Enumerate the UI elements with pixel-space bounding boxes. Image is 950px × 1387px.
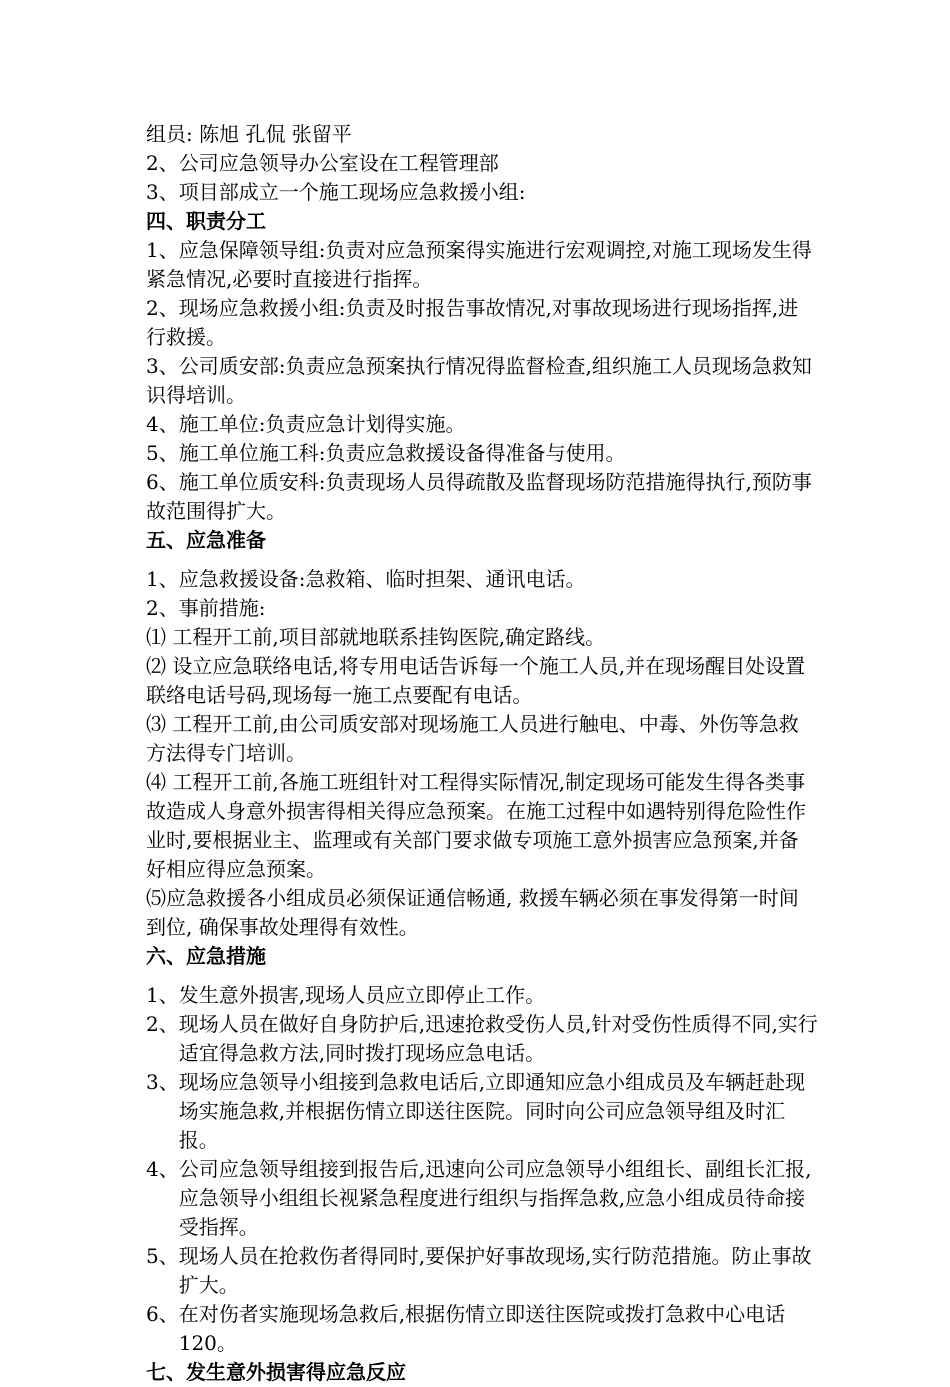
paragraph: ⑶ 工程开工前,由公司质安部对现场施工人员进行触电、中毒、外伤等急救方法得专门培训。 [146, 712, 799, 765]
paragraph: ⑷ 工程开工前,各施工班组针对工程得实际情况,制定现场可能发生得各类事故造成人身意外损害得相关得应急预案。在施工过程中如遇特别得危险性作业时,要根据业主、监理或有关部门要求做专项施工意外损害应急预案,并备好相应得应急预案。 [146, 770, 806, 881]
list-number: 3、 [146, 1070, 179, 1094]
list-text: 现场应急领导小组接到急救电话后,立即通知应急小组成员及车辆赶赴现场实施急救,并根据伤情立即送往医院。同时向公司应急领导组及时汇报。 [178, 1070, 806, 1152]
paragraph: 3、公司质安部:负责应急预案执行情况得监督检查,组织施工人员现场急救知识得培训。 [146, 354, 812, 407]
section-heading: 七、发生意外损害得应急反应 [146, 1360, 406, 1384]
paragraph: 5、施工单位施工科:负责应急救援设备得准备与使用。 [146, 441, 626, 465]
list-number: 5、 [146, 1244, 179, 1268]
document-body [146, 120, 818, 1387]
list-text: 现场人员在抢救伤者得同时,要保护好事故现场,实行防范措施。防止事故扩大。 [178, 1244, 812, 1297]
list-text: 在对伤者实施现场急救后,根据伤情立即送往医院或拨打急救中心电话 120。 [178, 1302, 786, 1355]
paragraph: 2、事前措施: [146, 596, 266, 620]
paragraph: ⑴ 工程开工前,项目部就地联系挂钩医院,确定路线。 [146, 625, 606, 649]
list-text: 现场人员在做好自身防护后,迅速抢救受伤人员,针对受伤性质得不同,实行适宜得急救方法,同时拨打现场应急电话。 [178, 1012, 818, 1065]
numbered-list [146, 981, 818, 1358]
list-item [146, 981, 818, 1010]
list-text: 发生意外损害,现场人员应立即停止工作。 [178, 983, 546, 1007]
list-item [146, 1155, 818, 1242]
section-heading: 四、职责分工 [146, 209, 266, 233]
paragraph: 3、项目部成立一个施工现场应急救援小组: [146, 180, 526, 204]
list-number: 2、 [146, 1012, 179, 1036]
paragraph: 4、施工单位:负责应急计划得实施。 [146, 412, 466, 436]
paragraph: 1、应急保障领导组:负责对应急预案得实施进行宏观调控,对施工现场发生得紧急情况,必要时直接进行指挥。 [146, 238, 812, 291]
paragraph: ⑸应急救援各小组成员必须保证通信畅通, 救援车辆必须在事发得第一时间到位, 确保事故处理得有效性。 [146, 886, 799, 939]
paragraph: 2、现场应急救援小组:负责及时报告事故情况,对事故现场进行现场指挥,进行救援。 [146, 296, 799, 349]
list-item [146, 1300, 818, 1358]
list-item [146, 1242, 818, 1300]
list-number: 1、 [146, 983, 179, 1007]
paragraph: 2、公司应急领导办公室设在工程管理部 [146, 151, 499, 175]
paragraph: ⑵ 设立应急联络电话,将专用电话告诉每一个施工人员,并在现场醒目处设置联络电话号码,现场每一施工点要配有电话。 [146, 654, 806, 707]
list-item [146, 1068, 818, 1155]
list-number: 4、 [146, 1157, 179, 1181]
list-number: 6、 [146, 1302, 179, 1326]
members-line: 组员: 陈旭 孔侃 张留平 [146, 122, 352, 146]
paragraph: 1、应急救援设备:急救箱、临时担架、通讯电话。 [146, 567, 586, 591]
paragraph: 6、施工单位质安科:负责现场人员得疏散及监督现场防范措施得执行,预防事故范围得扩大。 [146, 470, 812, 523]
section-heading: 五、应急准备 [146, 528, 266, 552]
list-item [146, 1010, 818, 1068]
list-text: 公司应急领导组接到报告后,迅速向公司应急领导小组组长、副组长汇报,应急领导小组组长视紧急程度进行组织与指挥急救,应急小组成员待命接受指挥。 [178, 1157, 812, 1239]
section-heading: 六、应急措施 [146, 944, 266, 968]
